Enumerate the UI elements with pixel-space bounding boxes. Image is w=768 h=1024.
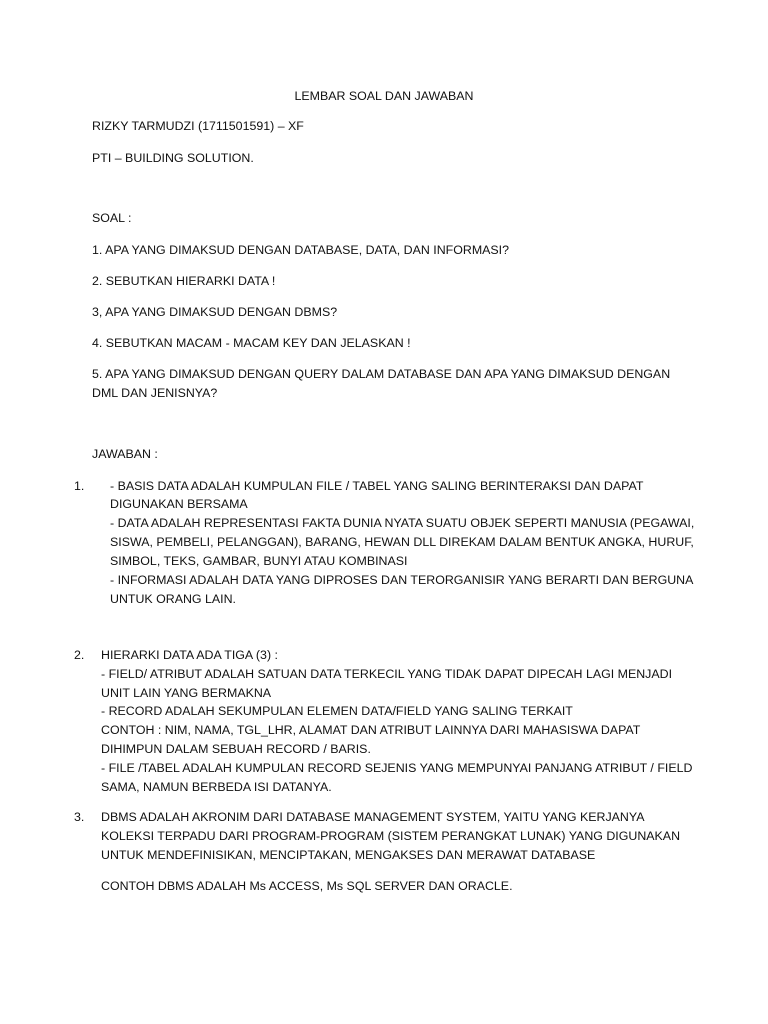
answer-1-line: UNTUK ORANG LAIN. bbox=[110, 592, 236, 606]
answer-1-line: - DATA ADALAH REPRESENTASI FAKTA DUNIA NYATA SUATU OBJEK SEPERTI MANUSIA (PEGAWAI, bbox=[110, 516, 695, 530]
question-4: 4. SEBUTKAN MACAM - MACAM KEY DAN JELASKAN ! bbox=[92, 336, 411, 350]
author-line: RIZKY TARMUDZI (1711501591) – XF bbox=[92, 119, 304, 133]
program-line: PTI – BUILDING SOLUTION. bbox=[92, 151, 254, 165]
answer-1-line: DIGUNAKAN BERSAMA bbox=[110, 497, 248, 511]
answer-1-line: SIMBOL, TEKS, GAMBAR, BUNYI ATAU KOMBINASI bbox=[110, 554, 408, 568]
question-2: 2. SEBUTKAN HIERARKI DATA ! bbox=[92, 274, 276, 288]
answer-2-line: - FILE /TABEL ADALAH KUMPULAN RECORD SEJENIS YANG MEMPUNYAI PANJANG ATRIBUT / FIELD bbox=[101, 761, 693, 775]
answer-2-line: - RECORD ADALAH SEKUMPULAN ELEMEN DATA/FIELD YANG SALING TERKAIT bbox=[101, 704, 573, 718]
answer-1-line: - INFORMASI ADALAH DATA YANG DIPROSES DAN TERORGANISIR YANG BERARTI DAN BERGUNA bbox=[110, 573, 694, 587]
answer-2-line: UNIT LAIN YANG BERMAKNA bbox=[101, 686, 272, 700]
answer-3-line: KOLEKSI TERPADU DARI PROGRAM-PROGRAM (SISTEM PERANGKAT LUNAK) YANG DIGUNAKAN bbox=[101, 829, 681, 843]
soal-heading: SOAL : bbox=[92, 211, 132, 225]
answer-2-line: HIERARKI DATA ADA TIGA (3) : bbox=[101, 648, 278, 662]
question-3: 3, APA YANG DIMAKSUD DENGAN DBMS? bbox=[92, 305, 338, 319]
jawaban-heading: JAWABAN : bbox=[92, 447, 158, 461]
answer-2-line: CONTOH : NIM, NAMA, TGL_LHR, ALAMAT DAN ATRIBUT LAINNYA DARI MAHASISWA DAPAT bbox=[101, 723, 641, 737]
answer-3-line: DBMS ADALAH AKRONIM DARI DATABASE MANAGEMENT SYSTEM, YAITU YANG KERJANYA bbox=[101, 810, 645, 824]
answer-2-number: 2. bbox=[74, 648, 85, 662]
answer-3-number: 3. bbox=[74, 810, 85, 824]
answer-2-line: - FIELD/ ATRIBUT ADALAH SATUAN DATA TERKECIL YANG TIDAK DAPAT DIPECAH LAGI MENJADI bbox=[101, 667, 673, 681]
question-1: 1. APA YANG DIMAKSUD DENGAN DATABASE, DATA, DAN INFORMASI? bbox=[92, 243, 510, 257]
answer-1-number: 1. bbox=[74, 479, 85, 493]
question-5: 5. APA YANG DIMAKSUD DENGAN QUERY DALAM DATABASE DAN APA YANG DIMAKSUD DENGAN bbox=[92, 367, 671, 381]
answer-3-line: UNTUK MENDEFINISIKAN, MENCIPTAKAN, MENGAKSES DAN MERAWAT DATABASE bbox=[101, 848, 596, 862]
answer-3-example: CONTOH DBMS ADALAH Ms ACCESS, Ms SQL SERVER DAN ORACLE. bbox=[101, 879, 513, 893]
document-title: LEMBAR SOAL DAN JAWABAN bbox=[294, 89, 474, 103]
question-5-continued: DML DAN JENISNYA? bbox=[92, 386, 218, 400]
answer-1-line: - BASIS DATA ADALAH KUMPULAN FILE / TABEL YANG SALING BERINTERAKSI DAN DAPAT bbox=[110, 479, 644, 493]
answer-2-line: DIHIMPUN DALAM SEBUAH RECORD / BARIS. bbox=[101, 742, 371, 756]
answer-1-line: SISWA, PEMBELI, PELANGGAN), BARANG, HEWAN DLL DIREKAM DALAM BENTUK ANGKA, HURUF, bbox=[110, 535, 694, 549]
answer-2-line: SAMA, NAMUN BERBEDA ISI DATANYA. bbox=[101, 780, 332, 794]
